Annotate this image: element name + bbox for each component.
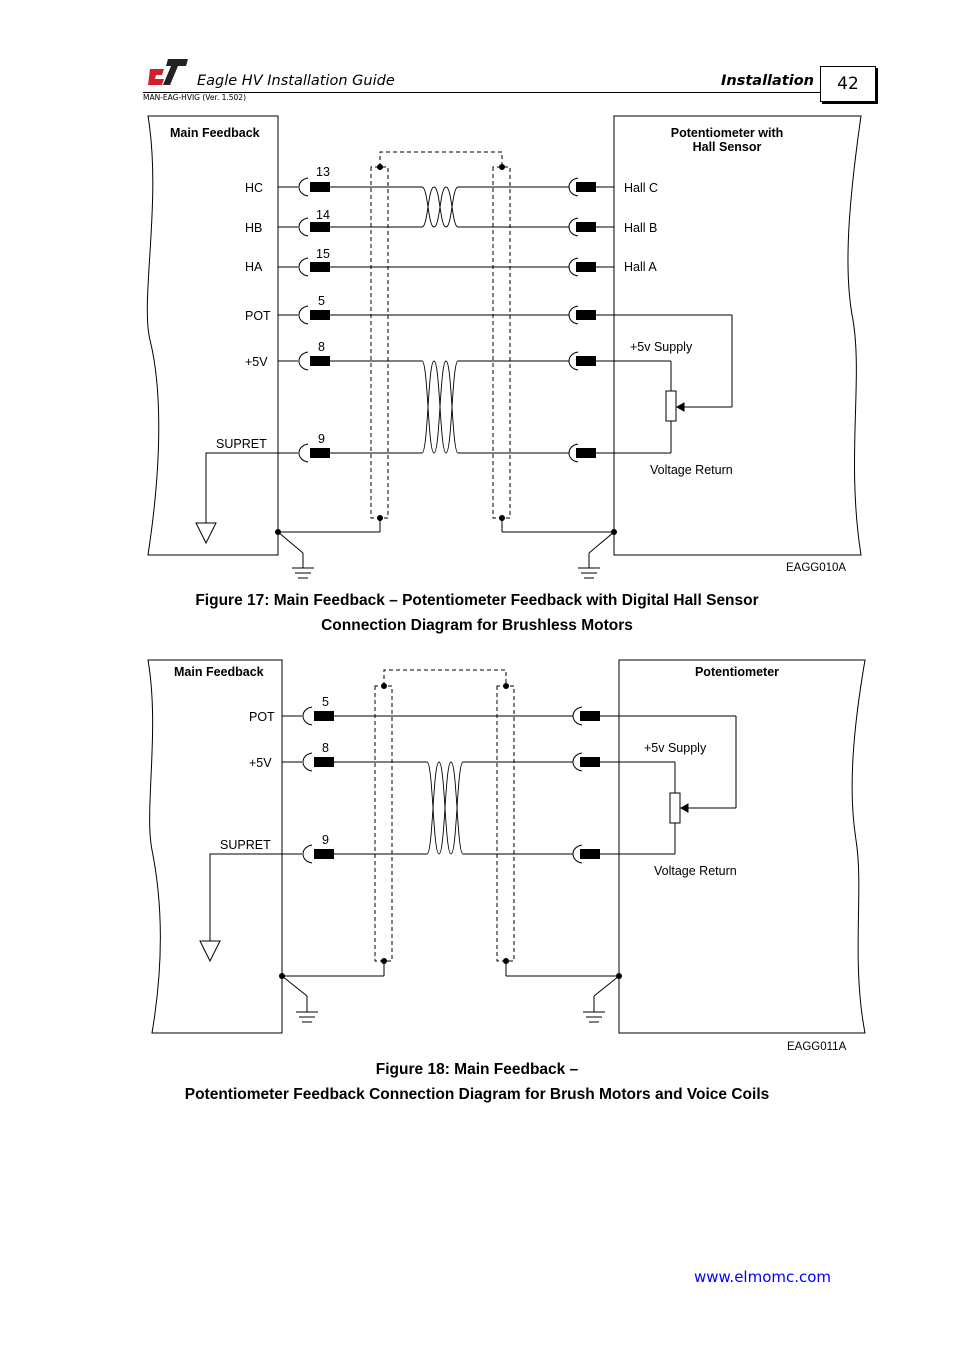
fig17-right-title-2: Hall Sensor	[692, 140, 762, 154]
header-title: Eagle HV Installation Guide	[197, 73, 395, 89]
fig17-label-hall-a: Hall A	[624, 260, 657, 274]
fig18-pin-8: 8	[322, 741, 329, 755]
fig18-supret-ground	[200, 854, 302, 961]
fig17-label-hall-b: Hall B	[624, 221, 658, 235]
fig18-left-connectors	[282, 707, 312, 863]
fig18-pin-9: 9	[322, 833, 329, 847]
fig17-label-5v: +5V	[245, 355, 268, 369]
fig18-twisted-pair-supply	[427, 762, 465, 854]
fig18-right-title: Potentiometer	[694, 665, 780, 679]
fig17-left-title: Main Feedback	[170, 126, 260, 140]
fig17-label-ha: HA	[245, 260, 263, 274]
figure-18-caption-line2: Potentiometer Feedback Connection Diagram for Brush Motors and Voice Coils	[184, 1086, 770, 1103]
fig18-label-5v: +5V	[249, 756, 272, 770]
fig17-pin-8: 8	[318, 340, 325, 354]
fig18-potentiometer	[619, 716, 736, 854]
fig18-label-supret: SUPRET	[220, 838, 271, 852]
document-id: MAN-EAG-HVIG (Ver. 1.502)	[143, 93, 247, 102]
fig17-chassis-ground-left	[278, 518, 380, 578]
fig18-label-supply: +5v Supply	[644, 741, 707, 755]
fig17-wires	[330, 187, 569, 453]
header-section: Installation	[721, 73, 814, 89]
fig17-label-pot: POT	[245, 309, 271, 323]
fig17-pin-14: 14	[316, 208, 330, 222]
figure-18-text	[174, 665, 847, 1053]
fig17-supret-ground	[196, 453, 298, 543]
fig17-label-hc: HC	[245, 181, 264, 195]
figure-17-text	[170, 126, 846, 574]
fig17-label-return: Voltage Return	[650, 463, 733, 477]
fig17-label-hall-c: Hall C	[624, 181, 659, 195]
fig17-right-title-1: Potentiometer with	[670, 126, 784, 140]
page-number: 42	[820, 66, 876, 102]
fig18-chassis-ground-right	[506, 961, 619, 1022]
fig17-twisted-pair-hall	[422, 187, 460, 227]
fig17-shield	[371, 152, 510, 518]
fig17-pin-13: 13	[316, 165, 330, 179]
fig18-pin-5: 5	[322, 695, 329, 709]
fig18-left-title: Main Feedback	[174, 665, 264, 679]
fig18-label-pot: POT	[249, 710, 275, 724]
fig18-label-return: Voltage Return	[654, 864, 737, 878]
figure-18-caption-line1: Figure 18: Main Feedback –	[375, 1061, 579, 1078]
fig17-label-supret: SUPRET	[216, 437, 267, 451]
fig17-twisted-pair-supply	[422, 361, 460, 453]
fig17-left-connectors	[278, 178, 308, 462]
fig17-chassis-ground-right	[502, 518, 614, 578]
fig17-pin-5: 5	[318, 294, 325, 308]
fig18-chassis-ground-left	[282, 961, 384, 1022]
fig18-code: EAGG011A	[787, 1041, 847, 1053]
fig17-pin-9: 9	[318, 432, 325, 446]
fig17-potentiometer	[614, 315, 732, 453]
fig17-code: EAGG010A	[786, 562, 847, 574]
figure-17-caption-line1: Figure 17: Main Feedback – Potentiometer Feedback with Digital Hall Sensor	[195, 592, 759, 609]
fig18-right-connectors	[573, 707, 619, 863]
fig17-label-supply: +5v Supply	[630, 340, 693, 354]
fig17-label-hb: HB	[245, 221, 263, 235]
figure-17-caption-line2: Connection Diagram for Brushless Motors	[321, 617, 633, 634]
footer-website-link[interactable]: www.elmomc.com	[694, 1268, 832, 1286]
fig17-pin-15: 15	[316, 247, 330, 261]
fig18-wires	[334, 716, 573, 854]
